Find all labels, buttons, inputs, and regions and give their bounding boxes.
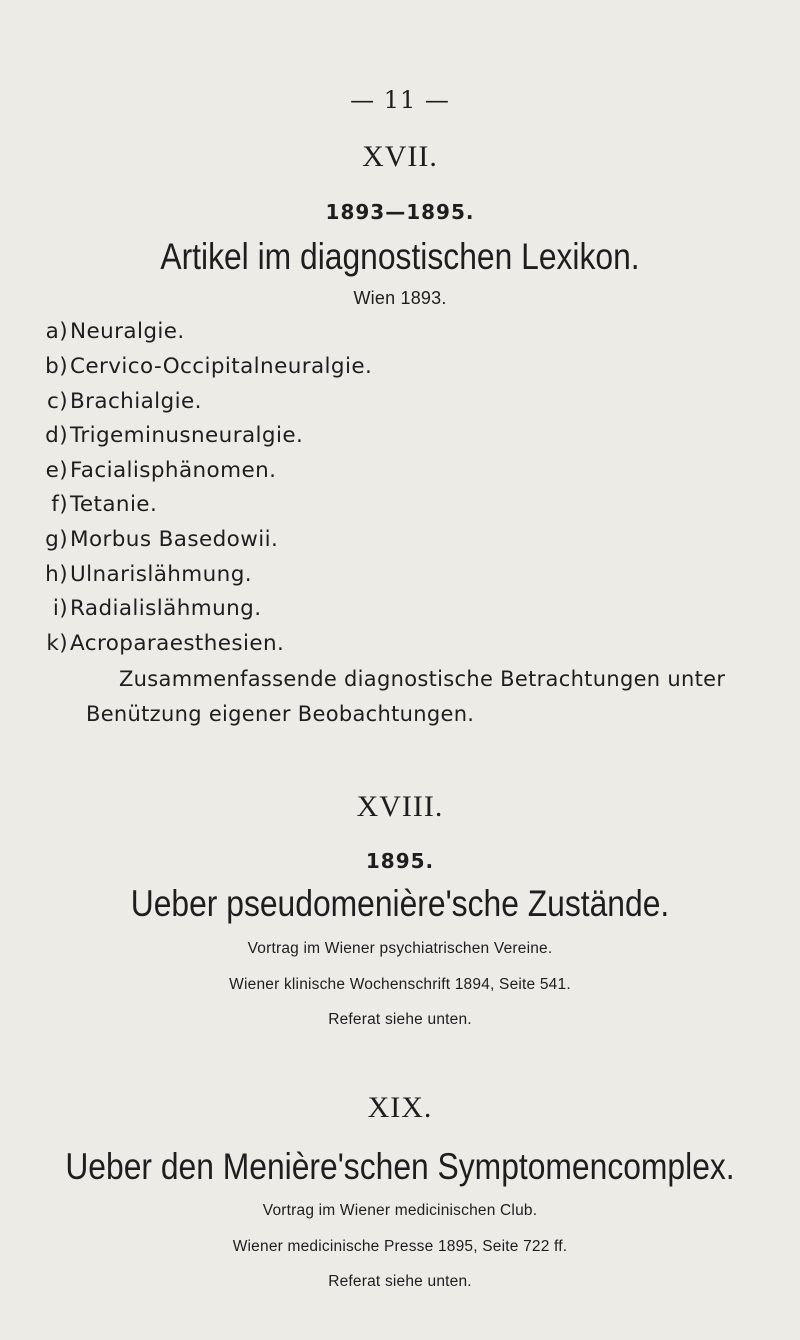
section-17-place: Wien 1893.	[353, 288, 447, 308]
list-item-label: f)	[51, 492, 68, 517]
section-17-summary-line-2: Benützung eigener Beobachtungen.	[86, 702, 475, 726]
list-item	[45, 562, 252, 587]
list-item	[46, 631, 285, 656]
list-item-label: a)	[45, 319, 68, 344]
list-item-text: Trigeminusneuralgie.	[70, 423, 304, 448]
list-item-text: Radialislähmung.	[70, 596, 262, 621]
section-17-numeral: XVII.	[362, 140, 438, 173]
list-item-label: h)	[45, 562, 68, 587]
list-item-text: Morbus Basedowii.	[70, 527, 279, 552]
list-item-text: Acroparaesthesien.	[70, 631, 285, 656]
list-item-label: b)	[45, 354, 68, 379]
list-item-label: c)	[46, 389, 68, 414]
section-18-line-1: Vortrag im Wiener psychiatrischen Vereine.	[247, 940, 553, 957]
list-item	[45, 527, 279, 552]
list-item-text: Brachialgie.	[70, 389, 202, 414]
list-item-label: k)	[46, 631, 68, 656]
section-19-title: Ueber den Menière'schen Symptomencomplex.	[65, 1146, 735, 1187]
list-item	[45, 458, 277, 483]
section-19-numeral: XIX.	[367, 1091, 433, 1124]
section-17-summary-line-1: Zusammenfassende diagnostische Betrachtungen unter	[119, 667, 726, 691]
list-item	[45, 354, 373, 379]
list-item-label: g)	[45, 527, 68, 552]
list-item-text: Neuralgie.	[70, 319, 185, 344]
section-19-line-1: Vortrag im Wiener medicinischen Club.	[262, 1202, 538, 1219]
section-17-years: 1893—1895.	[325, 200, 475, 224]
section-18-years: 1895.	[365, 849, 435, 873]
list-item	[46, 389, 202, 414]
list-item	[52, 596, 262, 621]
section-17-title: Artikel im diagnostischen Lexikon.	[160, 236, 640, 277]
list-item-label: i)	[52, 596, 68, 621]
section-19-line-3: Referat siehe unten.	[328, 1273, 472, 1290]
list-item-text: Ulnarislähmung.	[70, 562, 252, 587]
list-item-text: Cervico-Occipitalneuralgie.	[70, 354, 373, 379]
section-19-line-2: Wiener medicinische Presse 1895, Seite 722 ff.	[232, 1238, 568, 1255]
section-18-numeral: XVIII.	[356, 790, 444, 823]
section-18-line-3: Referat siehe unten.	[328, 1011, 472, 1028]
list-item	[45, 423, 304, 448]
list-item	[51, 492, 158, 517]
list-item-text: Facialisphänomen.	[70, 458, 277, 483]
list-item-text: Tetanie.	[70, 492, 158, 517]
list-item	[45, 319, 185, 344]
section-18-line-2: Wiener klinische Wochenschrift 1894, Seite 541.	[229, 976, 571, 993]
page-number: — 11 —	[350, 86, 450, 114]
section-18-title: Ueber pseudomenière'sche Zustände.	[130, 883, 670, 924]
list-item-label: d)	[45, 423, 68, 448]
list-item-label: e)	[45, 458, 68, 483]
